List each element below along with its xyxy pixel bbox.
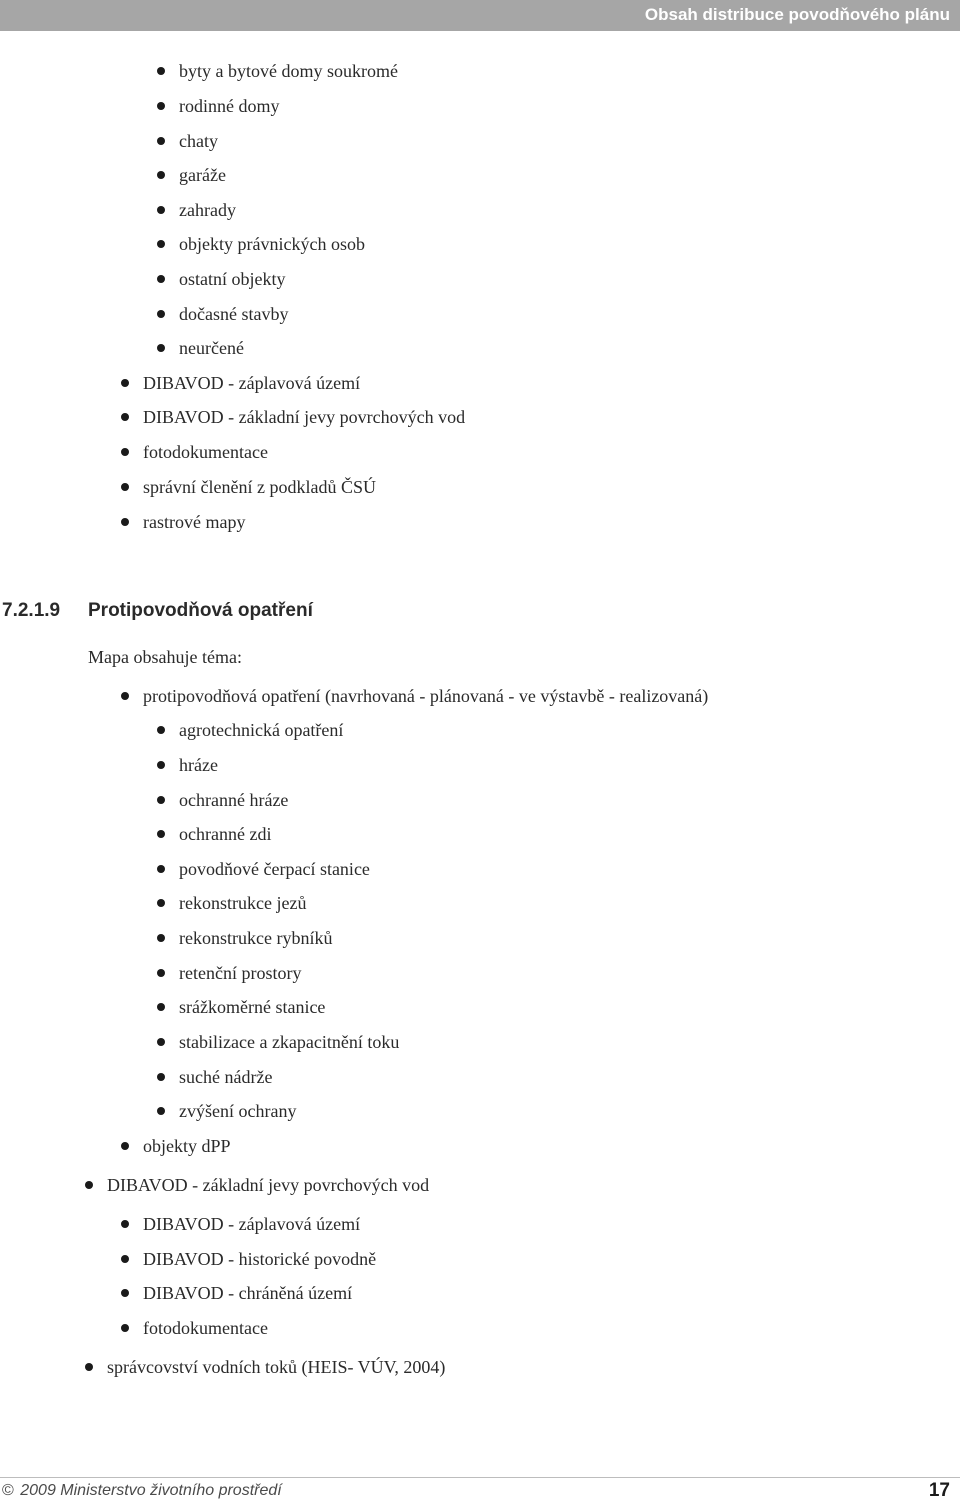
bullet-icon xyxy=(157,171,165,179)
list-item: správní členění z podkladů ČSÚ xyxy=(143,476,376,498)
section-intro: Mapa obsahuje téma: xyxy=(88,647,242,667)
list-item: ochranné hráze xyxy=(179,789,288,811)
bullet-icon xyxy=(157,275,165,283)
bullet-icon xyxy=(157,344,165,352)
list-item: DIBAVOD - základní jevy povrchových vod xyxy=(107,1174,429,1196)
bullet-icon xyxy=(157,67,165,75)
bullet-icon xyxy=(157,899,165,907)
list-item: neurčené xyxy=(179,337,244,359)
list-item: byty a bytové domy soukromé xyxy=(179,60,398,82)
bullet-icon xyxy=(121,1142,129,1150)
section-heading xyxy=(2,600,313,622)
bullet-icon xyxy=(85,1181,93,1189)
list-item: protipovodňová opatření (navrhovaná - plánovaná - ve výstavbě - realizovaná) xyxy=(143,685,708,707)
bullet-icon xyxy=(121,692,129,700)
list-item: rastrové mapy xyxy=(143,511,245,533)
footer-copyright: © 2009 Ministerstvo životního prostředí xyxy=(2,1482,282,1499)
list-item: zahrady xyxy=(179,199,236,221)
list-item: stabilizace a zkapacitnění toku xyxy=(179,1031,399,1053)
list-item: rekonstrukce rybníků xyxy=(179,927,332,949)
bullet-icon xyxy=(157,240,165,248)
bullet-icon xyxy=(121,1255,129,1263)
list-item: rekonstrukce jezů xyxy=(179,892,306,914)
bullet-icon xyxy=(157,830,165,838)
bullet-icon xyxy=(85,1363,93,1371)
list-item: povodňové čerpací stanice xyxy=(179,858,370,880)
footer-divider xyxy=(0,1477,960,1478)
bullet-icon xyxy=(157,969,165,977)
list-item: objekty právnických osob xyxy=(179,233,365,255)
section-number: 7.2.1.9 xyxy=(2,600,61,621)
list-item: suché nádrže xyxy=(179,1066,272,1088)
bullet-icon xyxy=(157,1003,165,1011)
list-item: retenční prostory xyxy=(179,962,301,984)
list-item: rodinné domy xyxy=(179,95,280,117)
list-item: DIBAVOD - záplavová území xyxy=(143,372,360,394)
bullet-icon xyxy=(121,1220,129,1228)
page-number: 17 xyxy=(928,1480,950,1501)
list-item: fotodokumentace xyxy=(143,1317,268,1339)
list-item: ochranné zdi xyxy=(179,823,271,845)
bullet-icon xyxy=(157,1038,165,1046)
list-item: dočasné stavby xyxy=(179,303,288,325)
bullet-icon xyxy=(157,934,165,942)
bullet-icon xyxy=(157,865,165,873)
bullet-icon xyxy=(157,137,165,145)
list-item: agrotechnická opatření xyxy=(179,719,343,741)
bullet-icon xyxy=(121,1324,129,1332)
bullet-icon xyxy=(121,413,129,421)
list-item: srážkoměrné stanice xyxy=(179,996,325,1018)
bullet-icon xyxy=(157,102,165,110)
list-item: fotodokumentace xyxy=(143,441,268,463)
list-item: zvýšení ochrany xyxy=(179,1100,296,1122)
list-item: DIBAVOD - základní jevy povrchových vod xyxy=(143,406,465,428)
bullet-icon xyxy=(121,379,129,387)
bullet-icon xyxy=(121,1289,129,1297)
bullet-icon xyxy=(157,761,165,769)
section-title: Protipovodňová opatření xyxy=(88,600,313,621)
page-header-bar xyxy=(0,0,960,31)
list-item: objekty dPP xyxy=(143,1135,231,1157)
list-item: chaty xyxy=(179,130,218,152)
copyright-icon: © xyxy=(2,1482,14,1499)
list-item: DIBAVOD - historické povodně xyxy=(143,1248,376,1270)
bullet-icon xyxy=(157,726,165,734)
header-title: Obsah distribuce povodňového plánu xyxy=(644,5,950,24)
list-item: ostatní objekty xyxy=(179,268,286,290)
list-item: DIBAVOD - záplavová území xyxy=(143,1213,360,1235)
bullet-icon xyxy=(157,796,165,804)
bullet-icon xyxy=(157,206,165,214)
bullet-icon xyxy=(157,310,165,318)
bullet-icon xyxy=(121,483,129,491)
list-item: garáže xyxy=(179,164,226,186)
bullet-icon xyxy=(157,1073,165,1081)
list-item: hráze xyxy=(179,754,218,776)
list-item: správcovství vodních toků (HEIS- VÚV, 2004) xyxy=(107,1356,445,1378)
bullet-icon xyxy=(121,448,129,456)
bullet-icon xyxy=(121,518,129,526)
list-item: DIBAVOD - chráněná území xyxy=(143,1282,352,1304)
bullet-icon xyxy=(157,1107,165,1115)
